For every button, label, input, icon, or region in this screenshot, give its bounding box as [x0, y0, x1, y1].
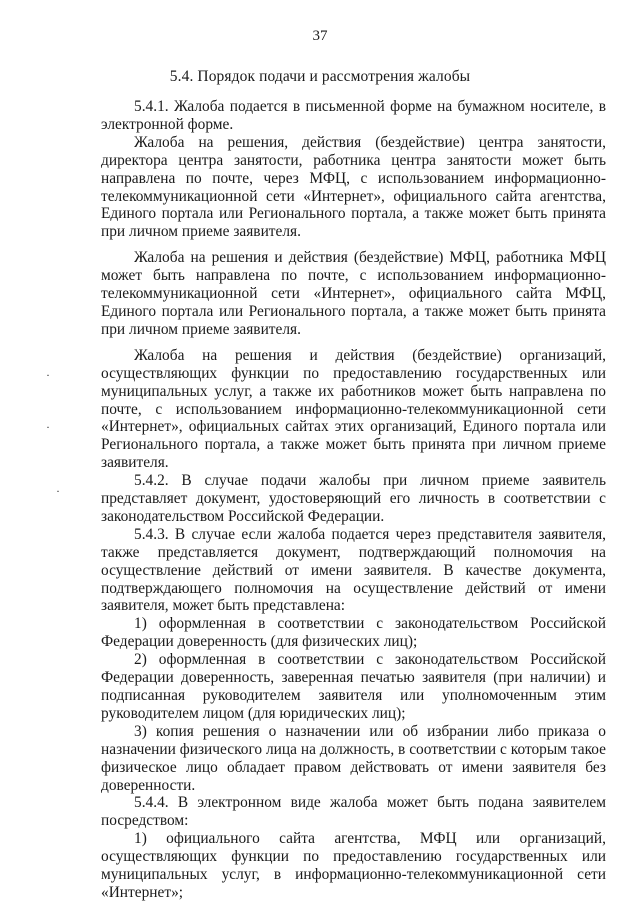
paragraph-complaint-mfc: Жалоба на решения и действия (бездействие) МФЦ, работника МФЦ может быть направлена по почте, с использованием информационно-телекоммуникационной сети «Интернет», официального сайта МФЦ, Единого портала или Регионального портала, а также может быть принята при личном приеме заявителя. — [101, 249, 606, 338]
document-body — [101, 98, 606, 902]
scan-speck: · — [56, 484, 60, 498]
paragraph-complaint-organizations: Жалоба на решения и действия (бездействие) организаций, осуществляющих функции по предоставлению государственных или муниципальных услуг, а также их работников может быть направлена по почте, с использованием информационно-телекоммуникационной сети «Интернет», официальных сайтах этих организаций, Единого портала или Регионального портала, а также может быть принята при личном приеме заявителя. — [101, 346, 606, 472]
list-item-power-of-attorney-legal-entities: 2) оформленная в соответствии с законодательством Российской Федерации доверенность, заверенная печатью заявителя (при наличии) и подписанная руководителем заявителя или уполномоченным этим руководителем лицом (для юридических лиц); — [101, 651, 606, 722]
paragraph-complaint-employment-center: Жалоба на решения, действия (бездействие) центра занятости, директора центра занятости, работника центра занятости может быть направлена по почте, через МФЦ, с использованием информационно-телекоммуникационной сети «Интернет», официального сайта агентства, Единого портала или Регионального портала, а также может быть принята при личном приеме заявителя. — [101, 133, 606, 241]
paragraph-5-4-2: 5.4.2. В случае подачи жалобы при личном приеме заявитель представляет документ, удостоверяющий его личность в соответствии с законодательством Российской Федерации. — [101, 472, 606, 525]
list-item-appointment-decision: 3) копия решения о назначении или об избрании либо приказа о назначении физического лица на должность, в соответствии с которым такое физическое лицо обладает правом действовать от имени заявителя без доверенности. — [101, 722, 606, 794]
section-title: 5.4. Порядок подачи и рассмотрения жалобы — [169, 68, 471, 85]
paragraph-5-4-1: 5.4.1. Жалоба подается в письменной форме на бумажном носителе, в электронной форме. — [101, 98, 606, 133]
scan-speck: · — [46, 368, 50, 382]
paragraph-5-4-4: 5.4.4. В электронном виде жалоба может быть подана заявителем посредством: — [101, 794, 606, 830]
scan-speck: · — [46, 420, 50, 434]
list-item-power-of-attorney-individuals: 1) оформленная в соответствии с законодательством Российской Федерации доверенность (для физических лиц); — [101, 615, 606, 651]
paragraph-5-4-3: 5.4.3. В случае если жалоба подается через представителя заявителя, также представляется документ, подтверждающий полномочия на осуществление действий от имени заявителя. В качестве документа, подтверждающего полномочия на осуществление действий от имени заявителя, может быть представлена: — [101, 525, 606, 615]
page-number: 37 — [312, 28, 328, 44]
list-item-official-website: 1) официального сайта агентства, МФЦ или организаций, осуществляющих функции по предоставлению государственных или муниципальных услуг, в информационно-телекоммуникационной сети «Интернет»; — [101, 830, 606, 901]
